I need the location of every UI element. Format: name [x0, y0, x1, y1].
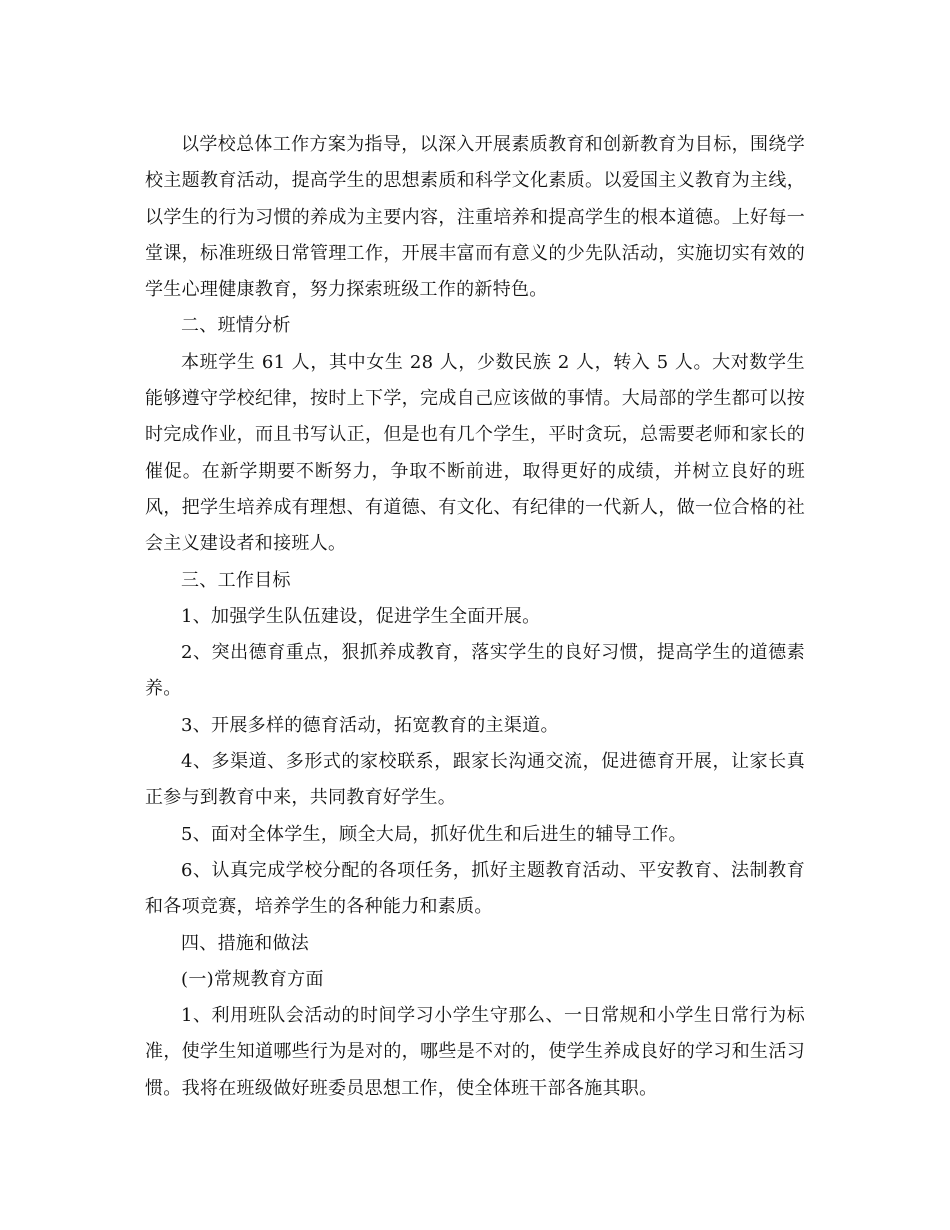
measure-item-1: 1、利用班队会活动的时间学习小学生守那么、一日常规和小学生日常行为标准，使学生知道哪些行为是对的，哪些是不对的，使学生养成良好的学习和生活习惯。我将在班级做好班委员思想工作，使全体班干部各施其职。	[145, 1005, 805, 1099]
document-body	[145, 127, 805, 1107]
subheading-routine-education: (一)常规教育方面	[181, 968, 324, 990]
paragraph-class-analysis: 本班学生 61 人，其中女生 28 人，少数民族 2 人，转入 5 人。大对数学生能够遵守学校纪律，按时上下学，完成自己应该做的事情。大局部的学生都可以按时完成作业，而且书写认正，但是也有几个学生，平时贪玩，总需要老师和家长的催促。在新学期要不断努力，争取不断前进，取得更好的成绩，并树立良好的班风，把学生培养成有理想、有道德、有文化、有纪律的一代新人，做一位合格的社会主义建设者和接班人。	[145, 351, 805, 555]
goal-item-6: 6、认真完成学校分配的各项任务，抓好主题教育活动、平安教育、法制教育和各项竞赛，培养学生的各种能力和素质。	[145, 859, 805, 918]
heading-work-goals: 三、工作目标	[181, 569, 291, 591]
heading-class-analysis: 二、班情分析	[181, 315, 291, 337]
goal-item-5: 5、面对全体学生，顾全大局，抓好优生和后进生的辅导工作。	[181, 823, 687, 845]
goal-item-4: 4、多渠道、多形式的家校联系，跟家长沟通交流，促进德育开展，让家长真正参与到教育中来，共同教育好学生。	[145, 751, 805, 809]
goal-item-2: 2、突出德育重点，狠抓养成教育，落实学生的良好习惯，提高学生的道德素养。	[145, 642, 805, 700]
goal-item-1: 1、加强学生队伍建设，促进学生全面开展。	[181, 605, 541, 627]
goal-item-3: 3、开展多样的德育活动，拓宽教育的主渠道。	[181, 714, 559, 736]
paragraph-guiding-principle: 以学校总体工作方案为指导，以深入开展素质教育和创新教育为目标，围绕学校主题教育活动，提高学生的思想素质和科学文化素质。以爱国主义教育为主线，以学生的行为习惯的养成为主要内容，注重培养和提高学生的根本道德。上好每一堂课，标准班级日常管理工作，开展丰富而有意义的少先队活动，实施切实有效的学生心理健康教育，努力探索班级工作的新特色。	[145, 134, 805, 301]
heading-measures: 四、措施和做法	[181, 932, 310, 954]
